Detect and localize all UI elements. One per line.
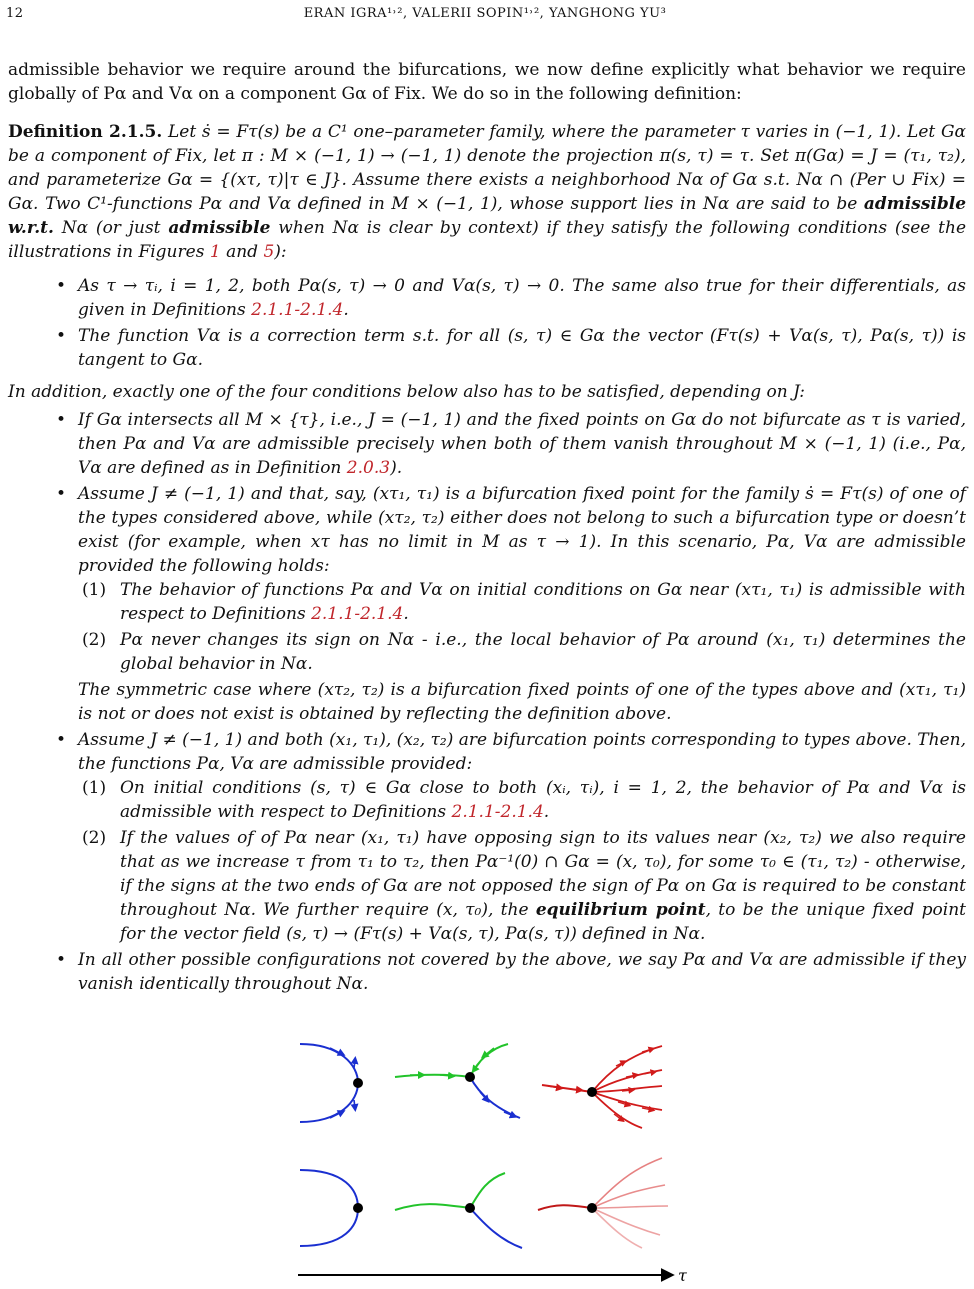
subcondition-text: If the values of of Pα near (x₁, τ₁) have opposing sign to its values near (x₂, τ₂) we also require that as we increase τ from τ₁ to τ₂, then Pα⁻¹(0) ∩ Gα = (x, τ₀), for some τ₀ ∈ (τ₁, τ₂) - otherwise, if the signs at the two ends of Gα are not opposed the sign of Pα on Gα is required to be constant throughout Nα. We further require (x, τ₀), the <box>120 828 966 920</box>
definition-ref-link[interactable]: 2.1.1-2.1.4 <box>251 300 344 320</box>
admissible-term: admissible <box>168 218 271 238</box>
condition-text: The function Vα is a correction term s.t. for all (s, τ) ∈ Gα the vector (Fτ(s) + Vα(s, τ), Pα(s, τ)) is tangent to Gα. <box>78 326 966 370</box>
case-item <box>78 948 966 996</box>
subcondition-list <box>78 578 966 676</box>
condition-item <box>78 274 966 322</box>
running-head-authors: ERAN IGRA¹˒², VALERII SOPIN¹˒², YANGHONG YU³ <box>303 6 667 21</box>
item-number: (1) <box>82 580 107 600</box>
subcondition-text: The behavior of functions Pα and Vα on initial conditions on Gα near (xτ₁, τ₁) is admissible with respect to Definitions <box>120 580 966 624</box>
item-number: (1) <box>82 778 107 798</box>
subcondition-text-end: , to be the unique fixed point for the vector field (s, τ) → (Fτ(s) + Vα(s, τ), Pα(s, τ)) defined in Nα. <box>120 900 966 944</box>
tau-axis <box>298 1266 688 1285</box>
subcondition-item <box>82 776 966 824</box>
subcondition-item <box>82 628 966 676</box>
transcritical-flow-panel <box>395 1044 520 1118</box>
page-body <box>8 58 966 1004</box>
case-text: In all other possible configurations not covered by the above, we say Pα and Vα are admissible if they vanish identically throughout Nα. <box>78 950 966 994</box>
saddle-node-curve-panel <box>300 1170 363 1246</box>
saddle-node-flow-panel <box>300 1044 363 1122</box>
condition-text-end: . <box>343 300 349 320</box>
page-number: 12 <box>6 6 24 21</box>
multi-branch-curve-panel <box>538 1158 668 1248</box>
condition-text: As τ → τᵢ, i = 1, 2, both Pα(s, τ) → 0 and Vα(s, τ) → 0. The same also true for their differentials, as given in Definitions <box>78 276 966 320</box>
definition-text-a: Let ṡ = Fτ(s) be a C¹ one–parameter family, where the parameter τ varies in (−1, 1). Let Gα be a component of Fix, let π : M × (−1, 1) → (−1, 1) denote the projection π(s, τ) = τ. Set π(Gα) = J = (τ₁, τ₂), and parameterize Gα = {(xτ, τ)|τ ∈ J}. Assume there exists a neighborhood Nα of Gα s.t. Nα ∩ (Per ∪ Fix) = Gα. Two C¹-functions Pα and Vα defined in M × (−1, 1), whose support lies in Nα are said to be <box>8 122 967 214</box>
definition-ref-link[interactable]: 2.1.1-2.1.4 <box>311 604 404 624</box>
transcritical-curve-panel <box>395 1173 522 1248</box>
case-item <box>78 408 966 480</box>
subcondition-item <box>82 826 966 946</box>
case-item <box>78 482 966 726</box>
bifurcation-figure <box>280 1030 700 1285</box>
admissible-wrt-term: admissible w.r.t. <box>8 194 967 238</box>
figure-ref-link[interactable]: 1 <box>209 242 221 262</box>
subcondition-text-end: . <box>543 802 550 822</box>
subcondition-list <box>78 776 966 946</box>
definition-ref-link[interactable]: 2.1.1-2.1.4 <box>451 802 544 822</box>
case-list <box>8 408 966 996</box>
definition-text-b: Nα (or just <box>61 218 161 238</box>
symmetric-case-text: The symmetric case where (xτ₂, τ₂) is a bifurcation fixed points of one of the types above and (xτ₁, τ₁) is not or does not exist is obtained by reflecting the definition above. <box>78 680 966 724</box>
subcondition-text: Pα never changes its sign on Nα - i.e., the local behavior of Pα around (x₁, τ₁) determines the global behavior in Nα. <box>120 630 966 674</box>
in-addition-paragraph: In addition, exactly one of the four conditions below also has to be satisfied, depending on J: <box>8 382 805 402</box>
definition-paragraph <box>8 120 966 264</box>
conditions-list <box>8 274 966 372</box>
page-header <box>6 6 964 28</box>
subcondition-text-end: . <box>403 604 409 624</box>
subcondition-text: On initial conditions (s, τ) ∈ Gα close to both (xᵢ, τᵢ), i = 1, 2, the behavior of Pα and Vα is admissible with respect to Definitions <box>120 778 966 822</box>
definition-ref-link[interactable]: 2.0.3 <box>346 458 391 478</box>
figure-ref-link[interactable]: 5 <box>263 242 275 262</box>
case-text-end: ). <box>390 458 403 478</box>
bifurcation-diagram <box>280 1030 700 1285</box>
condition-item <box>78 324 966 372</box>
item-number: (2) <box>82 630 107 650</box>
definition-close: ): <box>274 242 287 262</box>
case-text: Assume J ≠ (−1, 1) and both (x₁, τ₁), (x₂, τ₂) are bifurcation points corresponding to types above. Then, the functions Pα, Vα are admissible provided: <box>78 730 966 774</box>
definition-text-c: when Nα is clear by context) if they satisfy the following conditions (see the illustrations in Figures <box>8 218 967 262</box>
case-text: If Gα intersects all M × {τ}, i.e., J = (−1, 1) and the fixed points on Gα do not bifurcate as τ is varied, then Pα and Vα are admissible precisely when both of them vanish throughout M × (−1, 1) (i.e., Pα, Vα are defined as in Definition <box>78 410 966 478</box>
definition-label: Definition 2.1.5. <box>8 122 163 142</box>
equilibrium-point-term: equilibrium point <box>535 900 706 920</box>
intro-paragraph: admissible behavior we require around the bifurcations, we now define explicitly what behavior we require globally of Pα and Vα on a component Gα of Fix. We do so in the following definition: <box>8 60 966 104</box>
multi-branch-flow-panel <box>542 1046 662 1128</box>
case-item <box>78 728 966 946</box>
definition-and: and <box>226 242 259 262</box>
item-number: (2) <box>82 828 107 848</box>
subcondition-item <box>82 578 966 626</box>
case-text: Assume J ≠ (−1, 1) and that, say, (xτ₁, τ₁) is a bifurcation fixed point for the family ṡ = Fτ(s) of one of the types considered above, while (xτ₂, τ₂) either does not belong to such a bifurcation type or doesn’t exist (for example, when xτ has no limit in M as τ → 1). In this scenario, Pα, Vα are admissible provided the following holds: <box>78 484 966 576</box>
tau-axis-label: τ <box>678 1266 687 1285</box>
